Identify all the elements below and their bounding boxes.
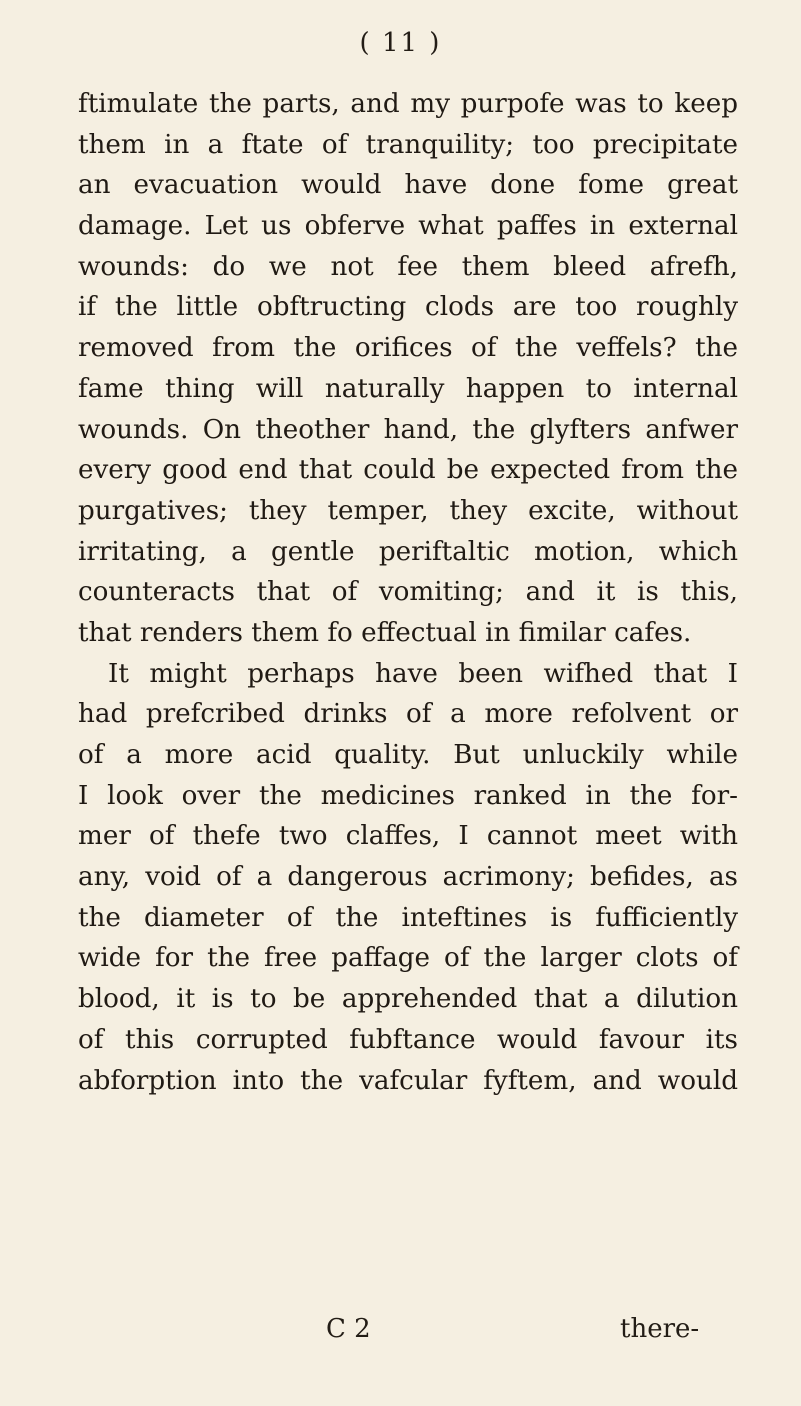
text-line: wide for the free paffage of the larger clots of (78, 943, 738, 974)
text-line: mer of thefe two claffes, I cannot meet with (78, 821, 738, 852)
text-line: an evacuation would have done fome great (78, 170, 738, 201)
text-line: that renders them fo effectual in fimilar cafes. (78, 617, 692, 648)
text-line: counteracts that of vomiting; and it is this, (78, 577, 738, 608)
body-text (78, 84, 738, 1101)
text-line: had prefcribed drinks of a more refolvent or (78, 699, 738, 730)
text-line: the diameter of the inteftines is fufficiently (78, 902, 738, 933)
text-line: wounds: do we not fee them bleed afrefh, (78, 251, 738, 282)
text-line: of this corrupted fubftance would favour its (78, 1024, 738, 1055)
text-line: irritating, a gentle periftaltic motion, which (78, 536, 738, 567)
text-line: if the little obftructing clods are too roughly (78, 292, 738, 323)
text-line: purgatives; they temper, they excite, without (78, 495, 738, 526)
text-line: wounds. On theother hand, the glyfters anfwer (78, 414, 738, 445)
text-line: any, void of a dangerous acrimony; befides, as (78, 862, 738, 893)
text-line: removed from the orifices of the veffels? the (78, 333, 738, 364)
page-footer (0, 1314, 801, 1354)
text-line: It might perhaps have been wifhed that I (108, 658, 738, 689)
page-number: ( 11 ) (359, 28, 442, 58)
text-line: every good end that could be expected from the (78, 455, 738, 486)
catchword: there- (620, 1314, 700, 1344)
text-line: blood, it is to be apprehended that a dilution (78, 984, 738, 1015)
text-line: them in a ftate of tranquility; too precipitate (78, 129, 738, 160)
text-line: ftimulate the parts, and my purpofe was to keep (78, 89, 738, 119)
text-line: fame thing will naturally happen to internal (78, 373, 738, 404)
text-line: of a more acid quality. But unluckily while (78, 740, 738, 770)
text-line: abforption into the vafcular fyftem, and would (78, 1065, 738, 1096)
signature-mark: C 2 (326, 1314, 371, 1344)
text-line: I look over the medicines ranked in the for- (78, 780, 738, 811)
text-line: damage. Let us obferve what paffes in external (78, 211, 738, 242)
